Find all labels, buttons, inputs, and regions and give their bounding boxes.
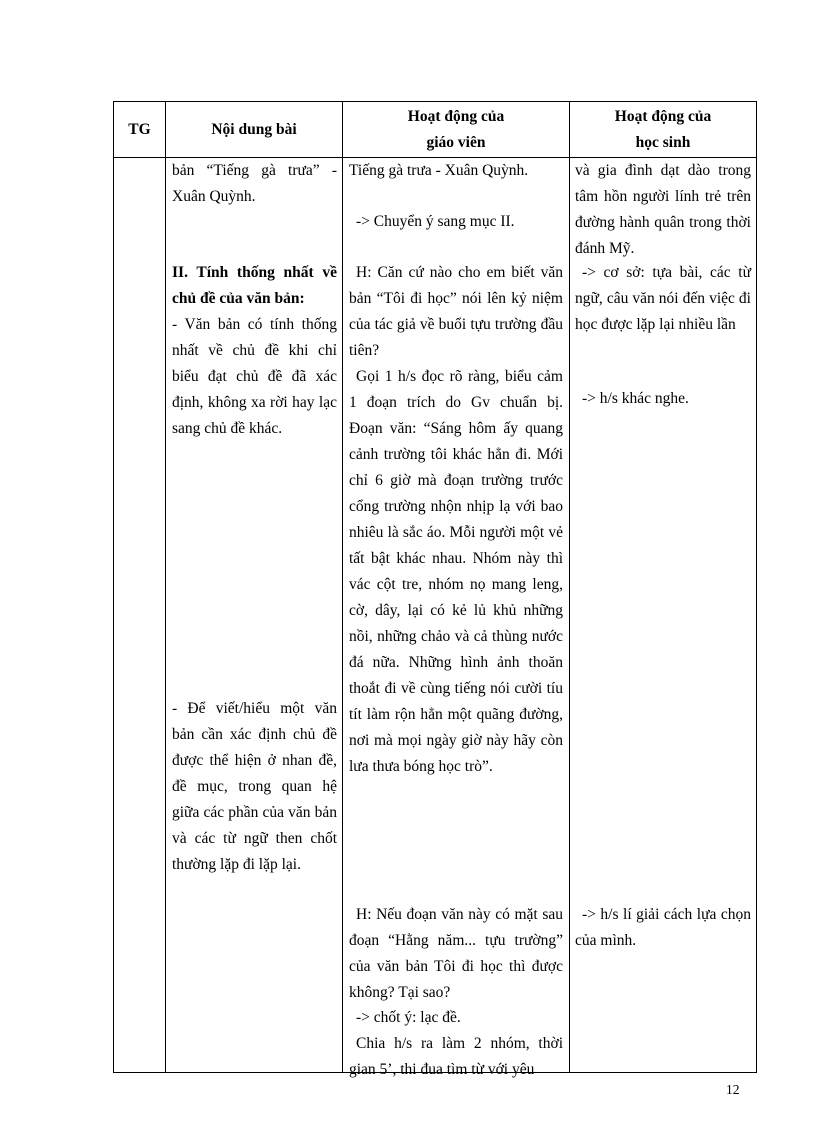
cell-hoc-sinh bbox=[570, 158, 757, 1073]
table-body-row bbox=[114, 158, 757, 1073]
lesson-table bbox=[113, 101, 757, 1078]
giao-vien-paragraph-4: Gọi 1 h/s đọc rõ ràng, biểu cảm 1 đoạn trích do Gv chuẩn bị. Đoạn văn: “Sáng hôm ấy quang cảnh trường tôi khác hẳn đi. Mới chỉ 6 giờ mà đoạn trường trước cổng trường nhộn nhịp lạ với bao nhiêu là sắc áo. Mỗi người một vẻ tất bật khác nhau. Nhóm này thì vác cột tre, nhóm nọ mang leng, cờ, dây, lại có kẻ lủ khủ những nồi, những chảo và cả thùng nước đá nữa. Những hình ảnh thoăn thoắt đi về cùng tiếng nói cười tíu tít làm rộn hẳn một quãng đường, nơi mà mọi ngày giờ này hãy còn lưa thưa bóng học trò”. bbox=[349, 368, 563, 775]
page-number: 12 bbox=[726, 1082, 740, 1097]
hoc-sinh-paragraph-2: -> cơ sở: tựa bài, các từ ngữ, câu văn nói đến việc đi học được lặp lại nhiều lần bbox=[575, 264, 751, 333]
header-tg: TG bbox=[114, 102, 166, 158]
hoc-sinh-paragraph-3: -> h/s khác nghe. bbox=[582, 390, 689, 407]
noi-dung-paragraph-3: - Để viết/hiểu một văn bản cần xác định chủ đề được thể hiện ở nhan đề, đề mục, trong quan hệ giữa các phần của văn bản và các từ ngữ then chốt thường lặp đi lặp lại. bbox=[172, 700, 337, 873]
header-hoc-sinh bbox=[570, 102, 757, 158]
giao-vien-paragraph-2: -> Chuyển ý sang mục II. bbox=[356, 213, 515, 230]
noi-dung-paragraph-1: bản “Tiếng gà trưa” - Xuân Quỳnh. bbox=[172, 162, 337, 205]
cell-tg bbox=[114, 158, 166, 1073]
giao-vien-paragraph-7: Chia h/s ra làm 2 nhóm, thời gian 5’, thi đua tìm từ với yêu bbox=[349, 1035, 563, 1078]
hoc-sinh-paragraph-4: -> h/s lí giải cách lựa chọn của mình. bbox=[575, 906, 751, 949]
giao-vien-paragraph-5: H: Nếu đoạn văn này có mặt sau đoạn “Hằng năm... tựu trường” của văn bản Tôi đi học thì được không? Tại sao? bbox=[349, 906, 563, 1001]
noi-dung-section-heading: II. Tính thống nhất về chủ đề của văn bản: bbox=[172, 264, 337, 307]
header-noi-dung: Nội dung bài bbox=[166, 102, 343, 158]
noi-dung-paragraph-2: - Văn bản có tính thống nhất về chủ đề khi chỉ biểu đạt chủ đề đã xác định, không xa rời hay lạc sang chủ đề khác. bbox=[172, 316, 337, 437]
header-giao-vien-line2: giáo viên bbox=[426, 133, 486, 151]
header-hoc-sinh-line1: Hoạt động của bbox=[614, 107, 712, 125]
giao-vien-paragraph-1: Tiếng gà trưa - Xuân Quỳnh. bbox=[349, 162, 529, 179]
giao-vien-paragraph-6: -> chốt ý: lạc đề. bbox=[356, 1009, 461, 1026]
cell-noi-dung bbox=[166, 158, 343, 1073]
header-hoc-sinh-line2: học sinh bbox=[635, 133, 691, 151]
hoc-sinh-paragraph-1: và gia đình dạt dào trong tâm hồn người lính trẻ trên đường hành quân trong thời đánh Mỹ. bbox=[575, 162, 751, 257]
table-header-row bbox=[114, 102, 757, 158]
header-giao-vien-line1: Hoạt động của bbox=[407, 107, 505, 125]
header-giao-vien bbox=[343, 102, 570, 158]
cell-giao-vien bbox=[343, 158, 570, 1078]
giao-vien-paragraph-3: H: Căn cứ nào cho em biết văn bản “Tôi đi học” nói lên kỷ niệm của tác giả về buổi tựu trường đầu tiên? bbox=[349, 264, 563, 359]
